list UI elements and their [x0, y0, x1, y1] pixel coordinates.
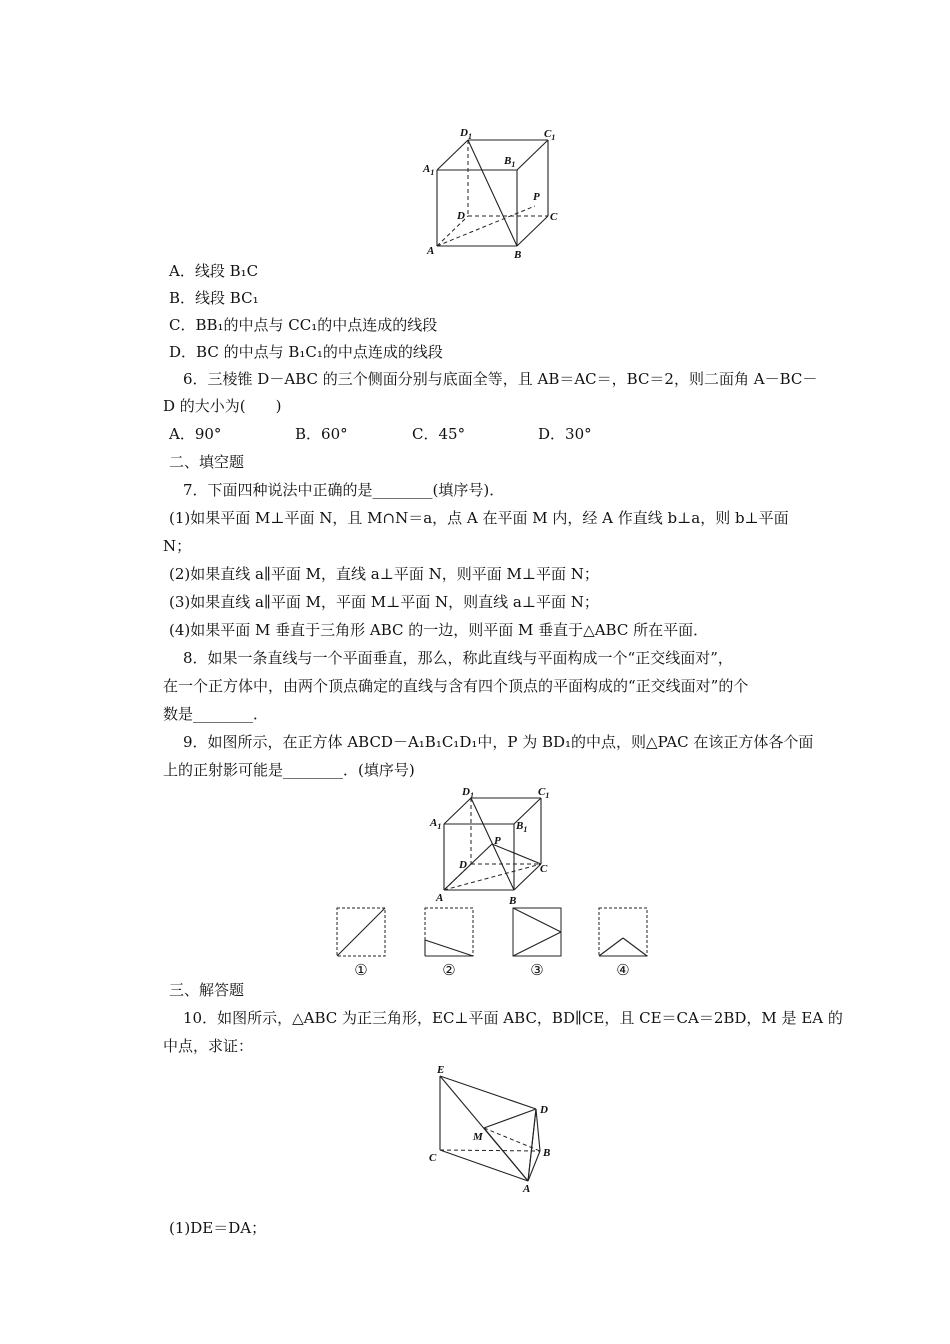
- projection-option-3: [512, 907, 564, 959]
- cube-figure-q9: [428, 784, 558, 908]
- projection-option-2: [424, 907, 476, 959]
- q7-stem: 7．下面四种说法中正确的是________(填序号)．: [183, 481, 505, 499]
- q9-stem-line2: 上的正射影可能是________．(填序号): [163, 761, 415, 779]
- projection-option-4: [598, 907, 650, 959]
- label-B1: $B_1$: [516, 820, 528, 834]
- q8-stem-line2: 在一个正方体中，由两个顶点确定的直线与含有四个顶点的平面构成的“正交线面对”的个: [163, 677, 749, 695]
- q9-stem-line1: 9．如图所示，在正方体 ABCD－A₁B₁C₁D₁中，P 为 BD₁的中点，则△PAC 在该正方体各个面: [183, 733, 814, 751]
- label-C: C: [550, 211, 558, 223]
- label-A1: $A_1$: [430, 817, 442, 831]
- cube-figure-q5: [420, 122, 570, 264]
- section-fill-in-heading: 二、填空题: [169, 453, 245, 471]
- label-B: B: [509, 895, 517, 907]
- q7-statement-2: (2)如果直线 a∥平面 M，直线 a⊥平面 N，则平面 M⊥平面 N；: [169, 565, 599, 583]
- label-C: C: [429, 1152, 437, 1164]
- q6-stem-line1: 6．三棱锥 D－ABC 的三个侧面分别与底面全等，且 AB＝AC＝，BC＝2，则二面角 A－BC－: [183, 370, 818, 388]
- label-E: E: [437, 1064, 445, 1076]
- q5-option-c: C．BB₁的中点与 CC₁的中点连成的线段: [169, 316, 438, 334]
- label-D: D: [459, 859, 467, 871]
- label-D1: $D_1$: [460, 127, 472, 141]
- projection-option-1-label: ①: [354, 961, 368, 979]
- projection-option-2-label: ②: [442, 961, 456, 979]
- q10-part-1: (1)DE＝DA；: [169, 1219, 267, 1237]
- label-A: A: [427, 245, 435, 257]
- label-C1: $C_1$: [538, 786, 550, 800]
- label-C1: $C_1$: [544, 128, 556, 142]
- projection-option-1: [336, 907, 388, 959]
- projection-option-3-label: ③: [530, 961, 544, 979]
- label-A1: $A_1$: [423, 163, 435, 177]
- q7-statement-1-line1: (1)如果平面 M⊥平面 N，且 M∩N＝a，点 A 在平面 M 内，经 A 作直线 b⊥a，则 b⊥平面: [169, 509, 789, 527]
- q10-stem-line2: 中点，求证：: [163, 1037, 254, 1055]
- projection-option-4-label: ④: [616, 961, 630, 979]
- label-B: B: [514, 249, 522, 261]
- q5-option-d: D．BC 的中点与 B₁C₁的中点连成的线段: [169, 343, 443, 361]
- label-D: D: [540, 1104, 548, 1116]
- solid-figure-q10: [426, 1062, 562, 1198]
- label-B: B: [543, 1147, 551, 1159]
- section-solution-heading: 三、解答题: [169, 981, 245, 999]
- q5-option-b: B．线段 BC₁: [169, 289, 259, 307]
- q7-statement-4: (4)如果平面 M 垂直于三角形 ABC 的一边，则平面 M 垂直于△ABC 所在平面．: [169, 621, 709, 639]
- label-P: P: [494, 835, 501, 847]
- q10-stem-line1: 10．如图所示，△ABC 为正三角形，EC⊥平面 ABC，BD∥CE，且 CE＝CA＝2BD，M 是 EA 的: [183, 1009, 843, 1027]
- q6-option-a: A．90°: [169, 425, 222, 443]
- q5-option-a: A．线段 B₁C: [169, 262, 259, 280]
- label-M: M: [473, 1131, 483, 1143]
- q7-statement-1-line2: N；: [163, 537, 192, 555]
- label-D: D: [457, 210, 465, 222]
- q7-statement-3: (3)如果直线 a∥平面 M，平面 M⊥平面 N，则直线 a⊥平面 N；: [169, 593, 599, 611]
- label-A: A: [436, 892, 444, 904]
- q6-option-b: B．60°: [295, 425, 348, 443]
- q6-stem-line2: D 的大小为( ): [163, 397, 282, 415]
- label-P: P: [533, 191, 540, 203]
- label-A: A: [523, 1183, 531, 1195]
- q8-stem-line1: 8．如果一条直线与一个平面垂直，那么，称此直线与平面构成一个“正交线面对”，: [183, 649, 733, 667]
- label-C: C: [540, 863, 548, 875]
- q6-option-c: C．45°: [412, 425, 466, 443]
- label-B1: $B_1$: [504, 155, 516, 169]
- q6-option-d: D．30°: [538, 425, 592, 443]
- q8-stem-line3: 数是________．: [163, 705, 269, 723]
- label-D1: $D_1$: [462, 786, 474, 800]
